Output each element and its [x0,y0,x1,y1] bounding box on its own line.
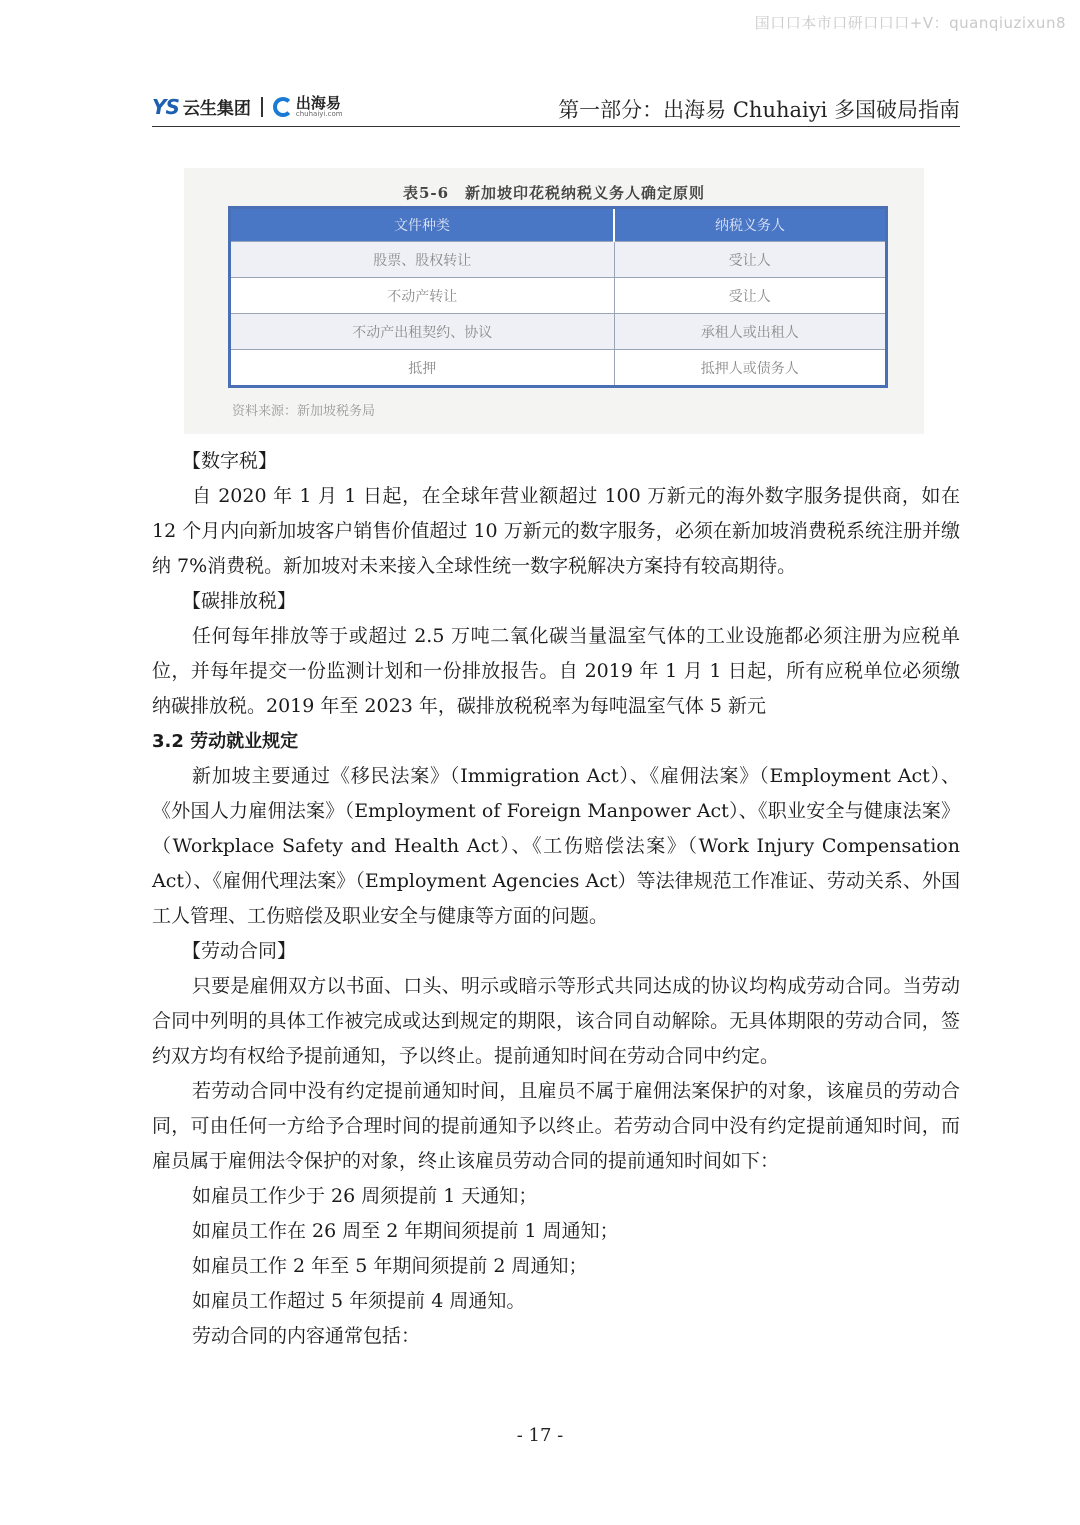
digital-tax-paragraph: 自 2020 年 1 月 1 日起，在全球年营业额超过 100 万新元的海外数字服务提供商，如在 12 个月内向新加坡客户销售价值超过 10 万新元的数字服务，必须在新加坡消费税系统注册并缴纳 7%消费税。新加坡对未来接入全球性统一数字税解决方案持有较高期待。 [152,485,960,577]
chuhaiyi-logo-url: chuhaiyi.com [295,109,343,118]
table-header-cell: 纳税义务人 [614,208,886,242]
table-row [230,278,887,314]
header-title: 第一部分：出海易 Chuhaiyi 多国破局指南 [558,98,960,122]
carbon-tax-heading: 【碳排放税】 [182,590,297,612]
table-row [230,350,887,387]
chuhaiyi-logo-name: 出海易 [295,93,341,112]
chuhaiyi-logo-icon [273,97,293,117]
notice-item: 如雇员工作在 26 周至 2 年期间须提前 1 周通知； [192,1220,619,1242]
table-cell: 抵押人或债务人 [614,350,886,387]
body-content [152,444,960,1354]
table-cell: 不动产出租契约、协议 [230,314,615,350]
labor-paragraph: 新加坡主要通过《移民法案》（Immigration Act）、《雇佣法案》（Employment Act）、《外国人力雇佣法案》（Employment of Foreign Manpower Act）、《职业安全与健康法案》（Workplace Safety and Health Act）、《工伤赔偿法案》（Work Injury Compensation Act）、《雇佣代理法案》（Employment Agencies Act）等法律规范工作准证、劳动关系、外国工人管理、工伤赔偿及职业安全与健康等方面的问题。 [152,765,960,927]
labor-contract-heading: 【劳动合同】 [182,940,297,962]
labor-contract-paragraph-1: 只要是雇佣双方以书面、口头、明示或暗示等形式共同达成的协议均构成劳动合同。当劳动合同中列明的具体工作被完成或达到规定的期限，该合同自动解除。无具体期限的劳动合同，签约双方均有权给予提前通知，予以终止。提前通知时间在劳动合同中约定。 [152,975,960,1067]
carbon-tax-paragraph: 任何每年排放等于或超过 2.5 万吨二氧化碳当量温室气体的工业设施都必须注册为应税单位，并每年提交一份监测计划和一份排放报告。自 2019 年 1 月 1 日起，所有应税单位必须缴纳碳排放税。2019 年至 2023 年，碳排放税税率为每吨温室气体 5 新元 [152,625,960,717]
table-caption: 表5-6 新加坡印花税纳税义务人确定原则 [402,184,706,202]
ys-logo-mark: YS [152,94,179,119]
logo-divider [261,97,263,117]
table-header-cell: 文件种类 [230,208,615,242]
header-logo [152,94,343,119]
stamp-duty-table [228,206,888,388]
ys-logo-name: 云生集团 [182,99,251,119]
table-cell: 不动产转让 [230,278,615,314]
table-figure [184,168,924,434]
labor-contract-paragraph-2: 若劳动合同中没有约定提前通知时间，且雇员不属于雇佣法案保护的对象，该雇员的劳动合同，可由任何一方给予合理时间的提前通知予以终止。若劳动合同中没有约定提前通知时间，而雇员属于雇佣法令保护的对象，终止该雇员劳动合同的提前通知时间如下： [152,1080,960,1172]
table-cell: 承租人或出租人 [614,314,886,350]
contract-contents-line: 劳动合同的内容通常包括： [192,1325,421,1347]
table-row [230,314,887,350]
page-number: - 17 - [516,1425,564,1446]
watermark-text: 国口口本市口研口口口+V：quanqiuzixun8 [754,14,1066,32]
table-cell: 股票、股权转让 [230,242,615,278]
page-header [152,90,960,127]
table-source: 资料来源：新加坡税务局 [232,404,376,419]
table-cell: 受让人 [614,278,886,314]
table-row [230,242,887,278]
notice-item: 如雇员工作超过 5 年须提前 4 周通知。 [192,1290,526,1312]
table-cell: 抵押 [230,350,615,387]
table-cell: 受让人 [614,242,886,278]
chuhaiyi-logo [273,93,343,118]
notice-item: 如雇员工作少于 26 周须提前 1 天通知； [192,1185,538,1207]
notice-item: 如雇员工作 2 年至 5 年期间须提前 2 周通知； [192,1255,588,1277]
section-title-labor: 3.2 劳动就业规定 [152,731,299,752]
digital-tax-heading: 【数字税】 [182,450,278,472]
